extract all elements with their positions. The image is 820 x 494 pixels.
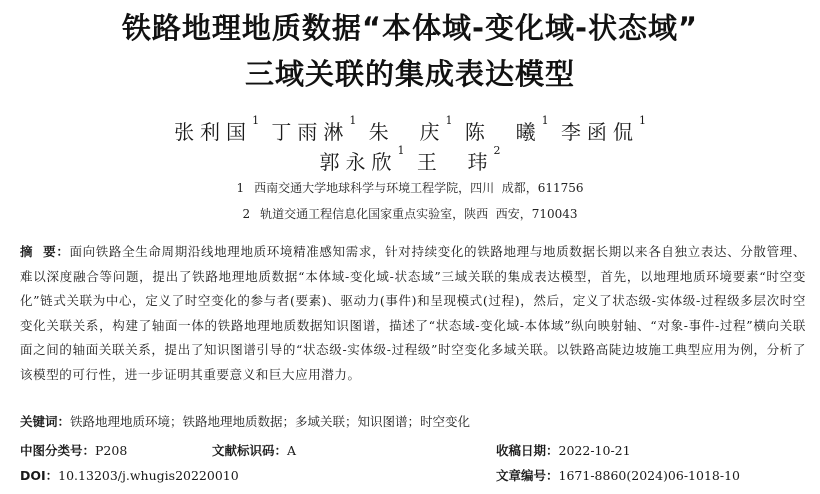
received-date: 收稿日期：2022-10-21 xyxy=(496,443,631,458)
author-name: 郭永欣$^1$ xyxy=(319,144,405,174)
author-line-1 xyxy=(0,116,820,145)
affiliation-2: 2 轨道交通工程信息化国家重点实验室，陕西 西安，710043 xyxy=(242,207,578,221)
keywords-text: 铁路地理地质环境；铁路地理地质数据；多域关联；知识图谱；时空变化 xyxy=(70,414,471,429)
affiliation-1: 1 西南交通大学地球科学与环境工程学院，四川 成都，611756 xyxy=(236,181,584,195)
document-code: 文献标识码：A xyxy=(212,443,297,458)
abstract xyxy=(20,240,806,388)
article-number: 文章编号：1671-8860(2024)06-1018-10 xyxy=(496,468,740,483)
author-name: 朱 庆$^1$ xyxy=(368,114,453,144)
keywords-label: 关键词： xyxy=(20,414,71,429)
clc-number: 中图分类号：P208 xyxy=(20,443,128,458)
author-name: 张利国$^1$ xyxy=(174,114,260,144)
author-name: 丁雨淋$^1$ xyxy=(271,114,357,144)
author-line-2 xyxy=(0,146,820,175)
title-line-1: 铁路地理地质数据“本体域-变化域-状态域” xyxy=(121,11,699,45)
author-name: 王 玮$^2$ xyxy=(416,144,501,174)
author-name: 陈 曦$^1$ xyxy=(464,114,549,144)
keywords xyxy=(20,412,806,432)
title-line-2: 三域关联的集成表达模型 xyxy=(244,57,575,91)
abstract-text: 面向铁路全生命周期沿线地理地质环境精准感知需求，针对持续变化的铁路地理与地质数据长期以来各自独立表达、分散管理、难以深度融合等问题，提出了铁路地理地质数据“本体域-变化域-状态域”三域关联的集成表达模型，首先，以地理地质环境要素“时空变化”链式关联为中心，定义了时空变化的参与者(要素)、驱动力(事件)和呈现模式(过程)，然后，定义了状态级-实体级-过程级多层次时空变化关联关系，构建了轴面一体的铁路地理地质数据知识图谱，描述了“状态域-变化域-本体域”纵向映射轴、“对象-事件-过程”横向关联面之间的轴面关联关系，提出了知识图谱引导的“状态级-实体级-过程级”时空变化多域关联。以铁路高陡边坡施工典型应用为例，分析了该模型的可行性，进一步证明其重要意义和巨大应用潜力。 xyxy=(20,244,806,382)
doi: DOI：10.13203/j.whugis20220010 xyxy=(20,468,239,483)
author-name: 李函侃$^1$ xyxy=(560,114,646,144)
abstract-label: 摘 要： xyxy=(20,244,70,259)
